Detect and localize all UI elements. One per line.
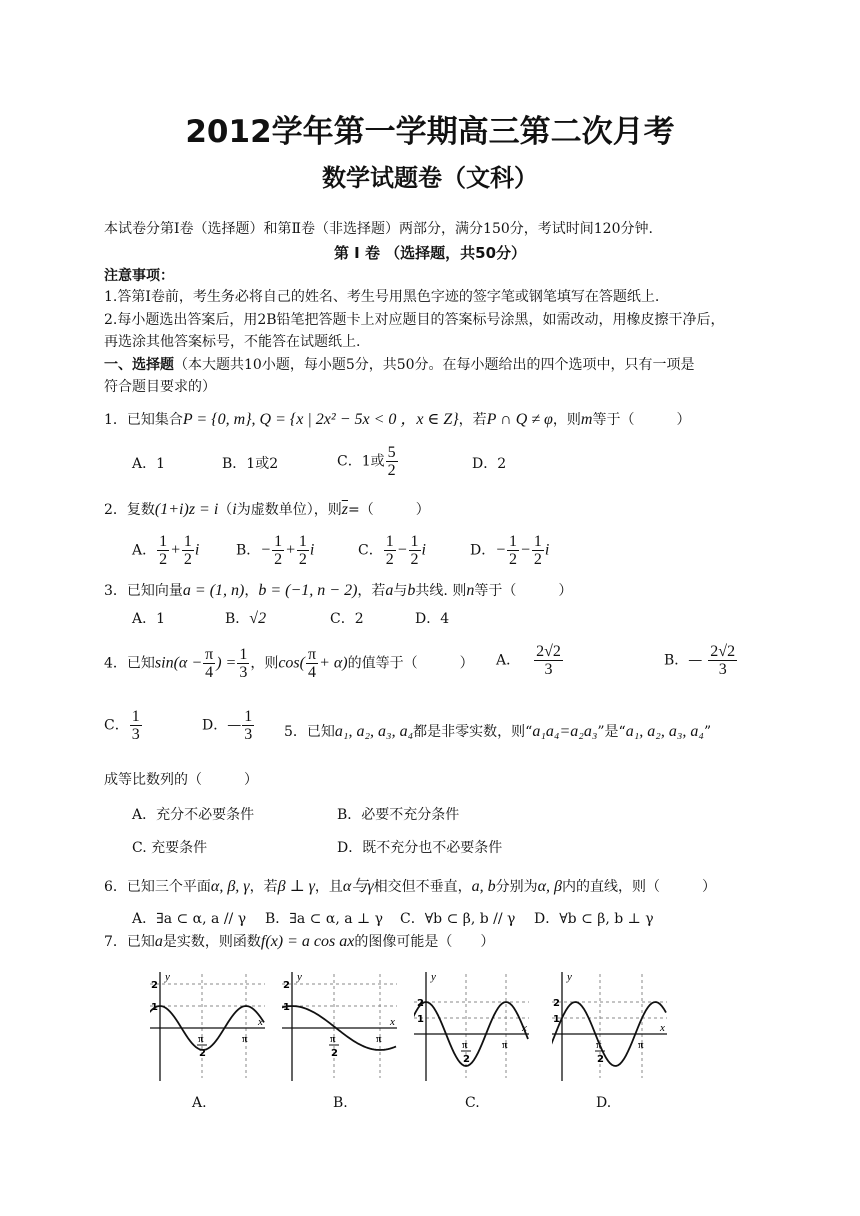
part1-desc: 符合题目要求的） bbox=[104, 379, 216, 395]
q3-option-d: D．4 bbox=[415, 611, 450, 627]
q4-option-b: B．— $\frac{2√2}{3}$ bbox=[664, 643, 736, 678]
q6-option-d: D．∀b ⊂ β, b ⊥ γ bbox=[534, 911, 654, 927]
x-axis-label: x bbox=[258, 1016, 263, 1028]
graph-a-label: A. bbox=[192, 1095, 207, 1111]
q2-option-c: C． $\frac{1}{2}$ − $\frac{1}{2}$ i bbox=[358, 533, 426, 568]
tick-label-2: 2 bbox=[283, 980, 290, 991]
tick-label-1: 1 bbox=[553, 1014, 560, 1025]
x-axis-label: x bbox=[522, 1022, 527, 1034]
tick-label-pi: π bbox=[376, 1034, 382, 1045]
question-6: 6．已知三个平面α, β, γ，若β ⊥ γ，且α与γ相交但不垂直，a, b分别为α, β内的直线，则（ ） bbox=[104, 878, 717, 895]
question-5-cont: 成等比数列的（ ） bbox=[104, 772, 258, 788]
q5-option-b: B．必要不充分条件 bbox=[337, 807, 460, 823]
notice-2b: 再选涂其他答案标号，不能答在试题纸上. bbox=[104, 334, 361, 350]
graph-a bbox=[150, 966, 270, 1086]
y-axis-label: y bbox=[297, 971, 302, 983]
notice-2a: 2.每小题选出答案后，用2B铅笔把答题卡上对应题目的答案标号涂黑，如需改动，用橡皮擦干净后， bbox=[104, 312, 725, 328]
tick-label-half-den: 2 bbox=[331, 1048, 338, 1059]
part1-heading: 一、选择题（本大题共10小题，每小题5分，共50分。在每小题给出的四个选项中，只有一项是 bbox=[104, 357, 695, 373]
tick-label-pi: π bbox=[242, 1034, 248, 1045]
notice-1: 1.答第Ⅰ卷前，考生务必将自己的姓名、考生号用黑色字迹的签字笔或钢笔填写在答题纸上. bbox=[104, 289, 660, 305]
exam-title: 2012学年第一学期高三第二次月考 bbox=[185, 114, 675, 150]
graph-d-label: D. bbox=[596, 1095, 612, 1111]
question-5: 5．已知a₁, a₂, a₃, a₄都是非零实数，则“a₁a₄=a₂a₃”是“a₁, a₂, a₃, a₄” bbox=[284, 723, 712, 740]
q5-option-a: A．充分不必要条件 bbox=[132, 807, 255, 823]
tick-label-half-den: 2 bbox=[463, 1054, 470, 1065]
graph-d bbox=[552, 966, 672, 1086]
tick-label-pi: π bbox=[638, 1040, 644, 1051]
question-7: 7．已知a是实数，则函数f(x) = a cos ax的图像可能是（ ） bbox=[104, 933, 495, 950]
tick-label-2: 2 bbox=[151, 980, 158, 991]
q2-option-b: B．− $\frac{1}{2}$ + $\frac{1}{2}$ i bbox=[236, 533, 315, 568]
q6-option-a: A．∃a ⊂ α, a // γ bbox=[132, 911, 247, 927]
tick-label-pi: π bbox=[502, 1040, 508, 1051]
graph-c-label: C. bbox=[465, 1095, 480, 1111]
tick-label-half-pi: π bbox=[330, 1034, 336, 1045]
question-4: 4．已知sin(α − $\frac{\pi}{4}$ ) = $\frac{1}{3}$ ，则cos( $\frac{\pi}{4}$ + α)的值等于（ ） bbox=[104, 646, 474, 681]
q6-option-b: B．∃a ⊂ α, a ⊥ γ bbox=[265, 911, 383, 927]
question-2: 2．复数(1+i)z = i（i为虚数单位），则$\overline{z}=$（ ） bbox=[104, 501, 430, 518]
tick-label-half-pi: π bbox=[198, 1034, 204, 1045]
intro-text: 本试卷分第Ⅰ卷（选择题）和第Ⅱ卷（非选择题）两部分，满分150分，考试时间120分钟. bbox=[104, 221, 653, 237]
q3-option-b: B．√2 bbox=[225, 610, 267, 627]
q4-option-c: C． $\frac{1}{3}$ bbox=[104, 708, 140, 743]
q1-option-d: D．2 bbox=[472, 456, 507, 472]
q6-option-c: C．∀b ⊂ β, b // γ bbox=[400, 911, 516, 927]
x-axis-label: x bbox=[390, 1016, 395, 1028]
y-axis-label: y bbox=[431, 971, 436, 983]
x-axis-label: x bbox=[660, 1022, 665, 1034]
tick-label-half-pi: π bbox=[462, 1040, 468, 1051]
q5-option-d: D．既不充分也不必要条件 bbox=[337, 840, 503, 856]
tick-label-half-den: 2 bbox=[199, 1048, 206, 1059]
y-axis-label: y bbox=[165, 971, 170, 983]
graph-c bbox=[414, 966, 534, 1086]
graph-b-label: B. bbox=[333, 1095, 348, 1111]
q1-option-c: C．1或 $\frac{5}{2}$ bbox=[337, 444, 396, 479]
graph-b bbox=[282, 966, 402, 1086]
q5-option-c: C. 充要条件 bbox=[132, 840, 208, 856]
tick-label-half-den: 2 bbox=[597, 1054, 604, 1065]
q4-option-a: A． $\frac{2√2}{3}$ bbox=[496, 643, 561, 678]
exam-subtitle: 数学试题卷（文科） bbox=[322, 164, 538, 192]
y-axis-label: y bbox=[567, 971, 572, 983]
q1-option-a: A．1 bbox=[132, 456, 166, 472]
q3-option-c: C．2 bbox=[330, 611, 364, 627]
q1-option-b: B．1或2 bbox=[222, 456, 279, 472]
section-heading: 第 Ⅰ 卷 （选择题，共50分） bbox=[333, 244, 527, 262]
tick-label-1: 1 bbox=[417, 1014, 424, 1025]
q2-option-a: A． $\frac{1}{2}$ + $\frac{1}{2}$ i bbox=[132, 533, 200, 568]
tick-label-1: 1 bbox=[151, 1002, 158, 1013]
notice-heading: 注意事项： bbox=[104, 268, 174, 284]
question-3: 3．已知向量a = (1, n)，b = (−1, n − 2)，若a与b共线. 则n等于（ ） bbox=[104, 582, 573, 599]
question-1: 1．已知集合P = {0, m}, Q = {x | 2x² − 5x < 0 ，x ∈ Z}，若P ∩ Q ≠ φ，则m等于（ ） bbox=[104, 411, 691, 428]
q4-option-d: D．— $\frac{1}{3}$ bbox=[202, 708, 253, 743]
tick-label-2: 2 bbox=[417, 998, 424, 1009]
q3-option-a: A．1 bbox=[132, 611, 166, 627]
q2-option-d: D．− $\frac{1}{2}$ − $\frac{1}{2}$ i bbox=[470, 533, 550, 568]
tick-label-1: 1 bbox=[283, 1002, 290, 1013]
tick-label-half-pi: π bbox=[596, 1040, 602, 1051]
tick-label-2: 2 bbox=[553, 998, 560, 1009]
